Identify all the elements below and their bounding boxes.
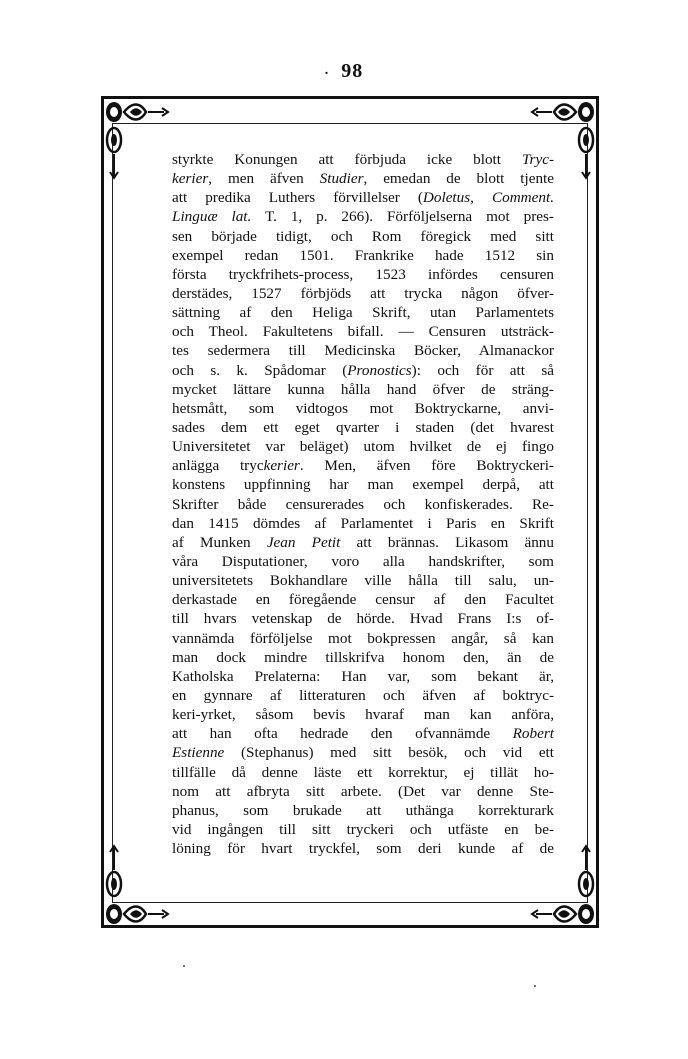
text-line: derstädes, 1527 förbjöds att trycka någon öfver- bbox=[172, 284, 554, 302]
text-line: att predika Luthers förvillelser (Doletus, Comment. bbox=[172, 189, 554, 207]
text-line: tes sedermera till Medicinska Böcker, Almanackor bbox=[172, 342, 554, 360]
side-ornament-icon bbox=[104, 124, 124, 180]
text-line: konstens uppfinning har man exempel derpå, att bbox=[172, 476, 554, 494]
page-number-mark: . bbox=[324, 63, 330, 78]
text-line: Estienne (Stephanus) med sitt besök, och vid ett bbox=[172, 744, 554, 762]
body-text bbox=[172, 150, 554, 858]
text-line: Katholska Prelaterna: Han var, som bekant är, bbox=[172, 667, 554, 685]
side-ornament-icon bbox=[104, 844, 124, 900]
paper-speck bbox=[534, 985, 536, 987]
text-line: man dock mindre tillskrifva honom den, än de bbox=[172, 648, 554, 666]
text-line: tillfälle då denne läste ett korrektur, ej tillät ho- bbox=[172, 763, 554, 781]
text-line: sades dem ett eget qvarter i staden (det hvarest bbox=[172, 418, 554, 436]
side-ornament-icon bbox=[576, 844, 596, 900]
paper-speck bbox=[183, 965, 185, 967]
text-line: att han ofta hedrade den ofvannämde Robert bbox=[172, 725, 554, 743]
side-ornament-icon bbox=[576, 124, 596, 180]
text-line: en gynnare af litteraturen och äfven af boktryc- bbox=[172, 686, 554, 704]
text-line: phanus, som brukade att uthänga korrekturark bbox=[172, 801, 554, 819]
text-line: kerier, men äfven Studier, emedan de blott tjente bbox=[172, 170, 555, 188]
page-number-value: 98 bbox=[341, 60, 364, 82]
text-line: vid ingången till sitt tryckeri och utfäste en be- bbox=[172, 820, 554, 838]
text-line: Universitetet var beläget) utom hvilket de ej fingo bbox=[172, 438, 554, 456]
text-line: Skrifter både censurerades och konfiskerades. Re- bbox=[172, 495, 554, 513]
text-line: styrkte Konungen att förbjuda icke blott Tryc- bbox=[172, 151, 554, 168]
text-line: till hvars vetenskap de hörde. Hvad Frans I:s of- bbox=[172, 610, 554, 628]
corner-ornament-icon bbox=[526, 98, 596, 126]
text-line: hetsmått, som vidtogos mot Boktryckarne, anvi- bbox=[172, 399, 554, 417]
text-line: och Theol. Fakultetens bifall. — Censuren utsträck- bbox=[172, 323, 554, 341]
text-line: af Munken Jean Petit att brännas. Likasom ännu bbox=[172, 533, 554, 551]
text-line: mycket lättare kunna hålla hand öfver de sträng- bbox=[172, 380, 554, 398]
page-number bbox=[0, 60, 688, 83]
corner-ornament-icon bbox=[104, 900, 174, 928]
text-line: universitetets Bokhandlare ville hålla till salu, un- bbox=[172, 572, 554, 590]
corner-ornament-icon bbox=[526, 900, 596, 928]
text-line: Linguæ lat. T. 1, p. 266). Förföljelserna mot pres- bbox=[172, 208, 554, 226]
text-line: exempel redan 1501. Frankrike hade 1512 sin bbox=[172, 246, 554, 264]
text-line: dan 1415 dömdes af Parlamentet i Paris en Skrift bbox=[172, 514, 554, 532]
text-line: keri-yrket, såsom bevis hvaraf man kan anföra, bbox=[172, 706, 554, 724]
text-line: anlägga tryckerier. Men, äfven före Boktryckeri- bbox=[172, 457, 554, 475]
text-line: våra Disputationer, voro alla handskrifter, som bbox=[172, 552, 554, 570]
text-line: löning för hvart tryckfel, som deri kunde af de bbox=[172, 840, 554, 858]
text-line: derkastade en föregående censur af den Facultet bbox=[172, 591, 554, 609]
text-line: nom att afbryta sitt arbete. (Det var denne Ste- bbox=[172, 782, 554, 800]
text-line: sättning af den Heliga Skrift, utan Parlamentets bbox=[172, 304, 554, 322]
text-line: första tryckfrihets-process, 1523 infördes censuren bbox=[172, 265, 554, 283]
text-line: och s. k. Spådomar (Pronostics): och för att så bbox=[172, 361, 555, 379]
text-line: sen började tidigt, och Rom föregick med sitt bbox=[172, 227, 554, 245]
text-line: vannämda förföljelse mot bokpressen angår, så kan bbox=[172, 629, 554, 647]
corner-ornament-icon bbox=[104, 98, 174, 126]
